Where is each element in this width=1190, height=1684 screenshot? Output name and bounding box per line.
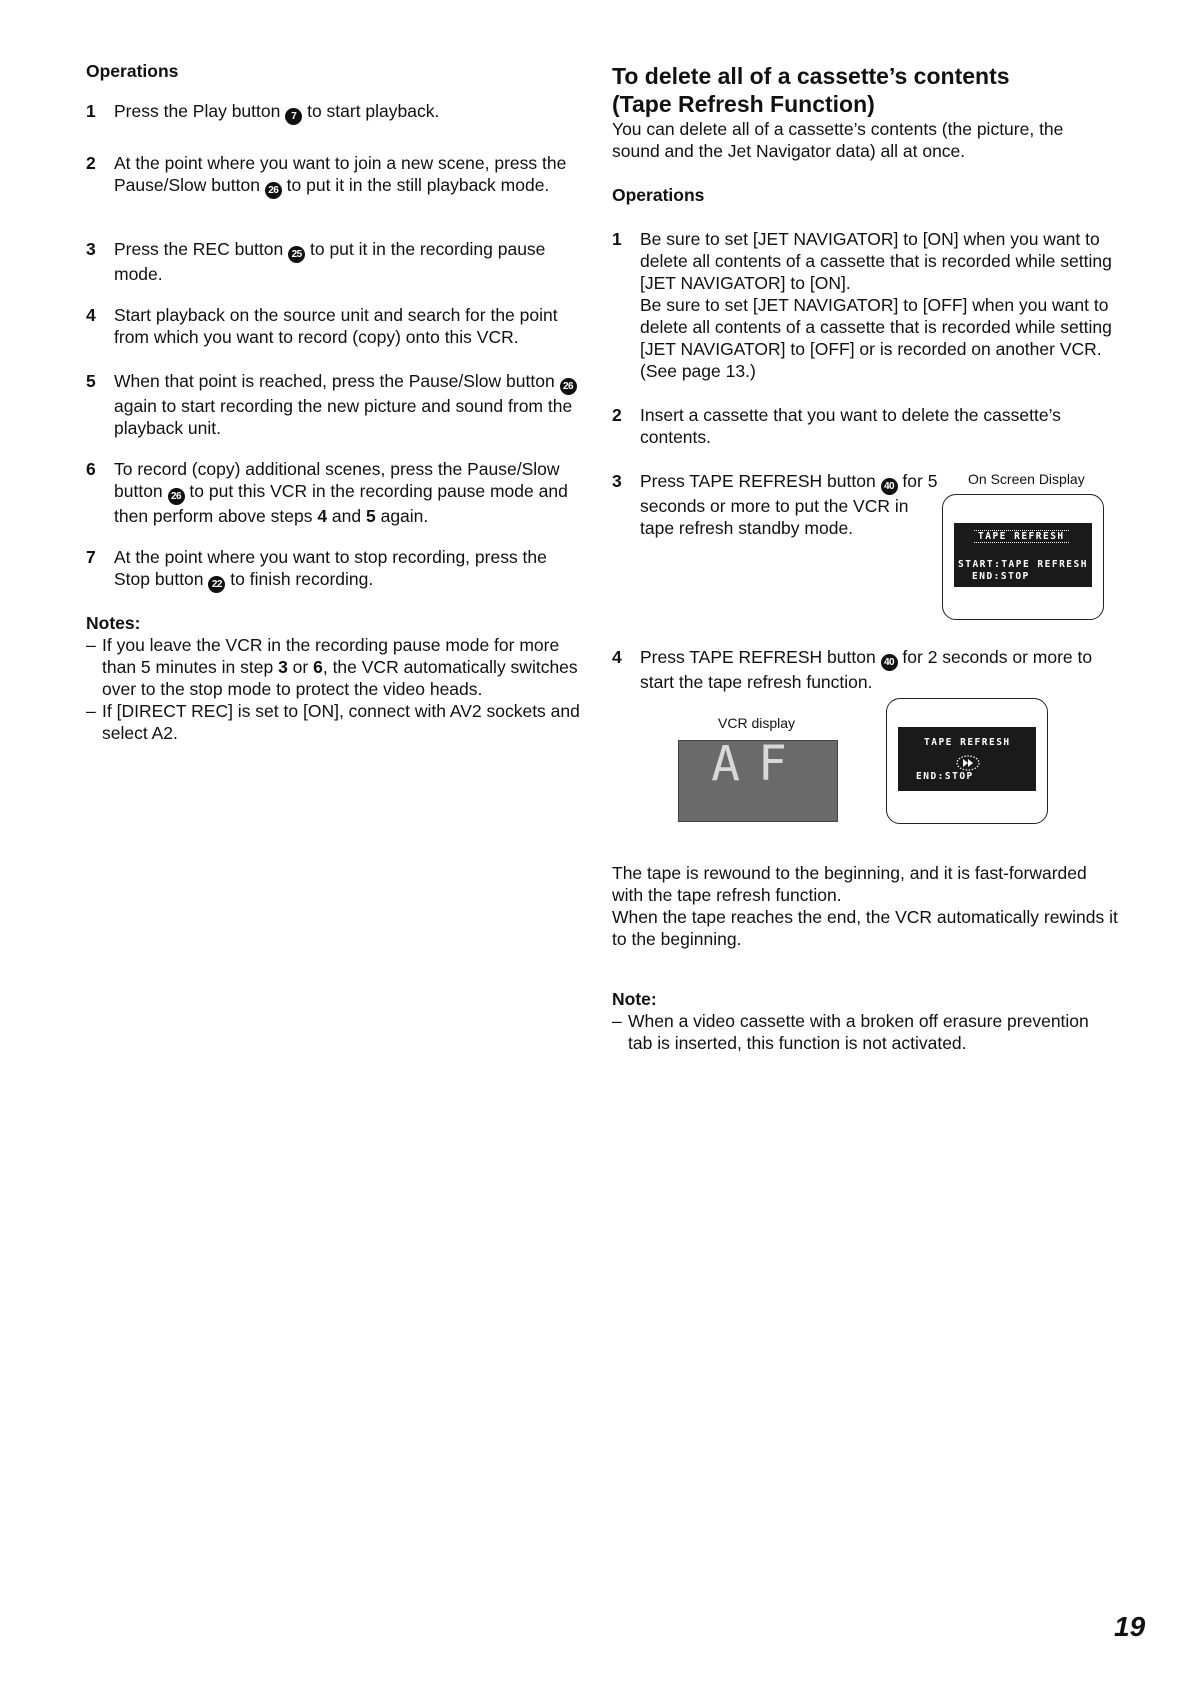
step-3: 3 Press TAPE REFRESH button 40 for 5 seconds or more to put the VCR in tape refresh standby mode. <box>612 471 938 538</box>
notes-heading: Notes: <box>86 613 141 633</box>
osd-caption: On Screen Display <box>968 471 1085 487</box>
step-5: 5 When that point is reached, press the Pause/Slow button 26 again to start recording the new picture and sound from the playback unit. <box>86 370 586 439</box>
button-number-icon: 7 <box>285 108 302 125</box>
osd-screen: TAPE REFRESH END:STOP <box>898 727 1036 791</box>
result-text: The tape is rewound to the beginning, and it is fast-forwarded with the tape refresh function. When the tape reaches the end, the VCR automatically rewinds it to the beginning. <box>612 863 1118 949</box>
step-4: 4 Start playback on the source unit and search for the point from which you want to record (copy) onto this VCR. <box>86 305 558 347</box>
button-number-icon: 26 <box>560 378 577 395</box>
vcr-display-text: AF <box>711 736 805 792</box>
vcr-display-caption: VCR display <box>718 715 796 731</box>
button-number-icon: 40 <box>881 654 898 671</box>
note-1: – If you leave the VCR in the recording pause mode for more than 5 minutes in step 3 or 6, the VCR automatically switches over to the stop mode to protect the video heads. <box>86 635 578 699</box>
note-heading: Note: <box>612 989 657 1009</box>
tv-screen-illustration <box>886 698 1048 824</box>
button-number-icon: 40 <box>881 478 898 495</box>
operations-heading: Operations <box>612 185 705 205</box>
tv-screen-illustration <box>942 494 1104 620</box>
step-2: 2 Insert a cassette that you want to delete the cassette’s contents. <box>612 405 1061 447</box>
step-1: 1 Be sure to set [JET NAVIGATOR] to [ON] when you want to delete all contents of a cassette that is recorded while setting [JET NAVIGATOR] to [ON]. Be sure to set [JET NAVIGATOR] to [OFF] when you want to delete all contents of a cassette that is recorded while setting [JET NAVIGATOR] to [OFF] or is recorded on another VCR. (See page 13.) <box>612 229 1112 381</box>
button-number-icon: 26 <box>265 182 282 199</box>
note-2: – If [DIRECT REC] is set to [ON], connect with AV2 sockets and select A2. <box>86 701 580 743</box>
button-number-icon: 22 <box>208 576 225 593</box>
step-2: 2 At the point where you want to join a new scene, press the Pause/Slow button 26 to put it in the still playback mode. <box>86 152 586 199</box>
page-number: 19 <box>1114 1611 1146 1642</box>
button-number-icon: 26 <box>168 488 185 505</box>
operations-heading: Operations <box>86 61 179 81</box>
step-3: 3 Press the REC button 25 to put it in the recording pause mode. <box>86 239 546 284</box>
osd-screen: TAPE REFRESH START:TAPE REFRESH END:STOP <box>954 523 1092 587</box>
section-title: To delete all of a cassette’s contents (Tape Refresh Function) <box>612 63 1010 117</box>
fast-forward-icon <box>956 755 980 771</box>
step-7: 7 At the point where you want to stop recording, press the Stop button 22 to finish recording. <box>86 546 586 593</box>
note-1: – When a video cassette with a broken off erasure prevention tab is inserted, this function is not activated. <box>612 1011 1089 1053</box>
vcr-display <box>678 736 838 822</box>
step-1: 1 Press the Play button 7 to start playback. <box>86 100 586 125</box>
step-4: 4 Press TAPE REFRESH button 40 for 2 seconds or more to start the tape refresh function. <box>612 647 1093 692</box>
intro-text: You can delete all of a cassette’s contents (the picture, the sound and the Jet Navigator data) all at once. <box>612 119 1064 161</box>
step-6: 6 To record (copy) additional scenes, press the Pause/Slow button 26 to put this VCR in the recording pause mode and then perform above steps 4 and 5 again. <box>86 459 568 526</box>
button-number-icon: 25 <box>288 246 305 263</box>
